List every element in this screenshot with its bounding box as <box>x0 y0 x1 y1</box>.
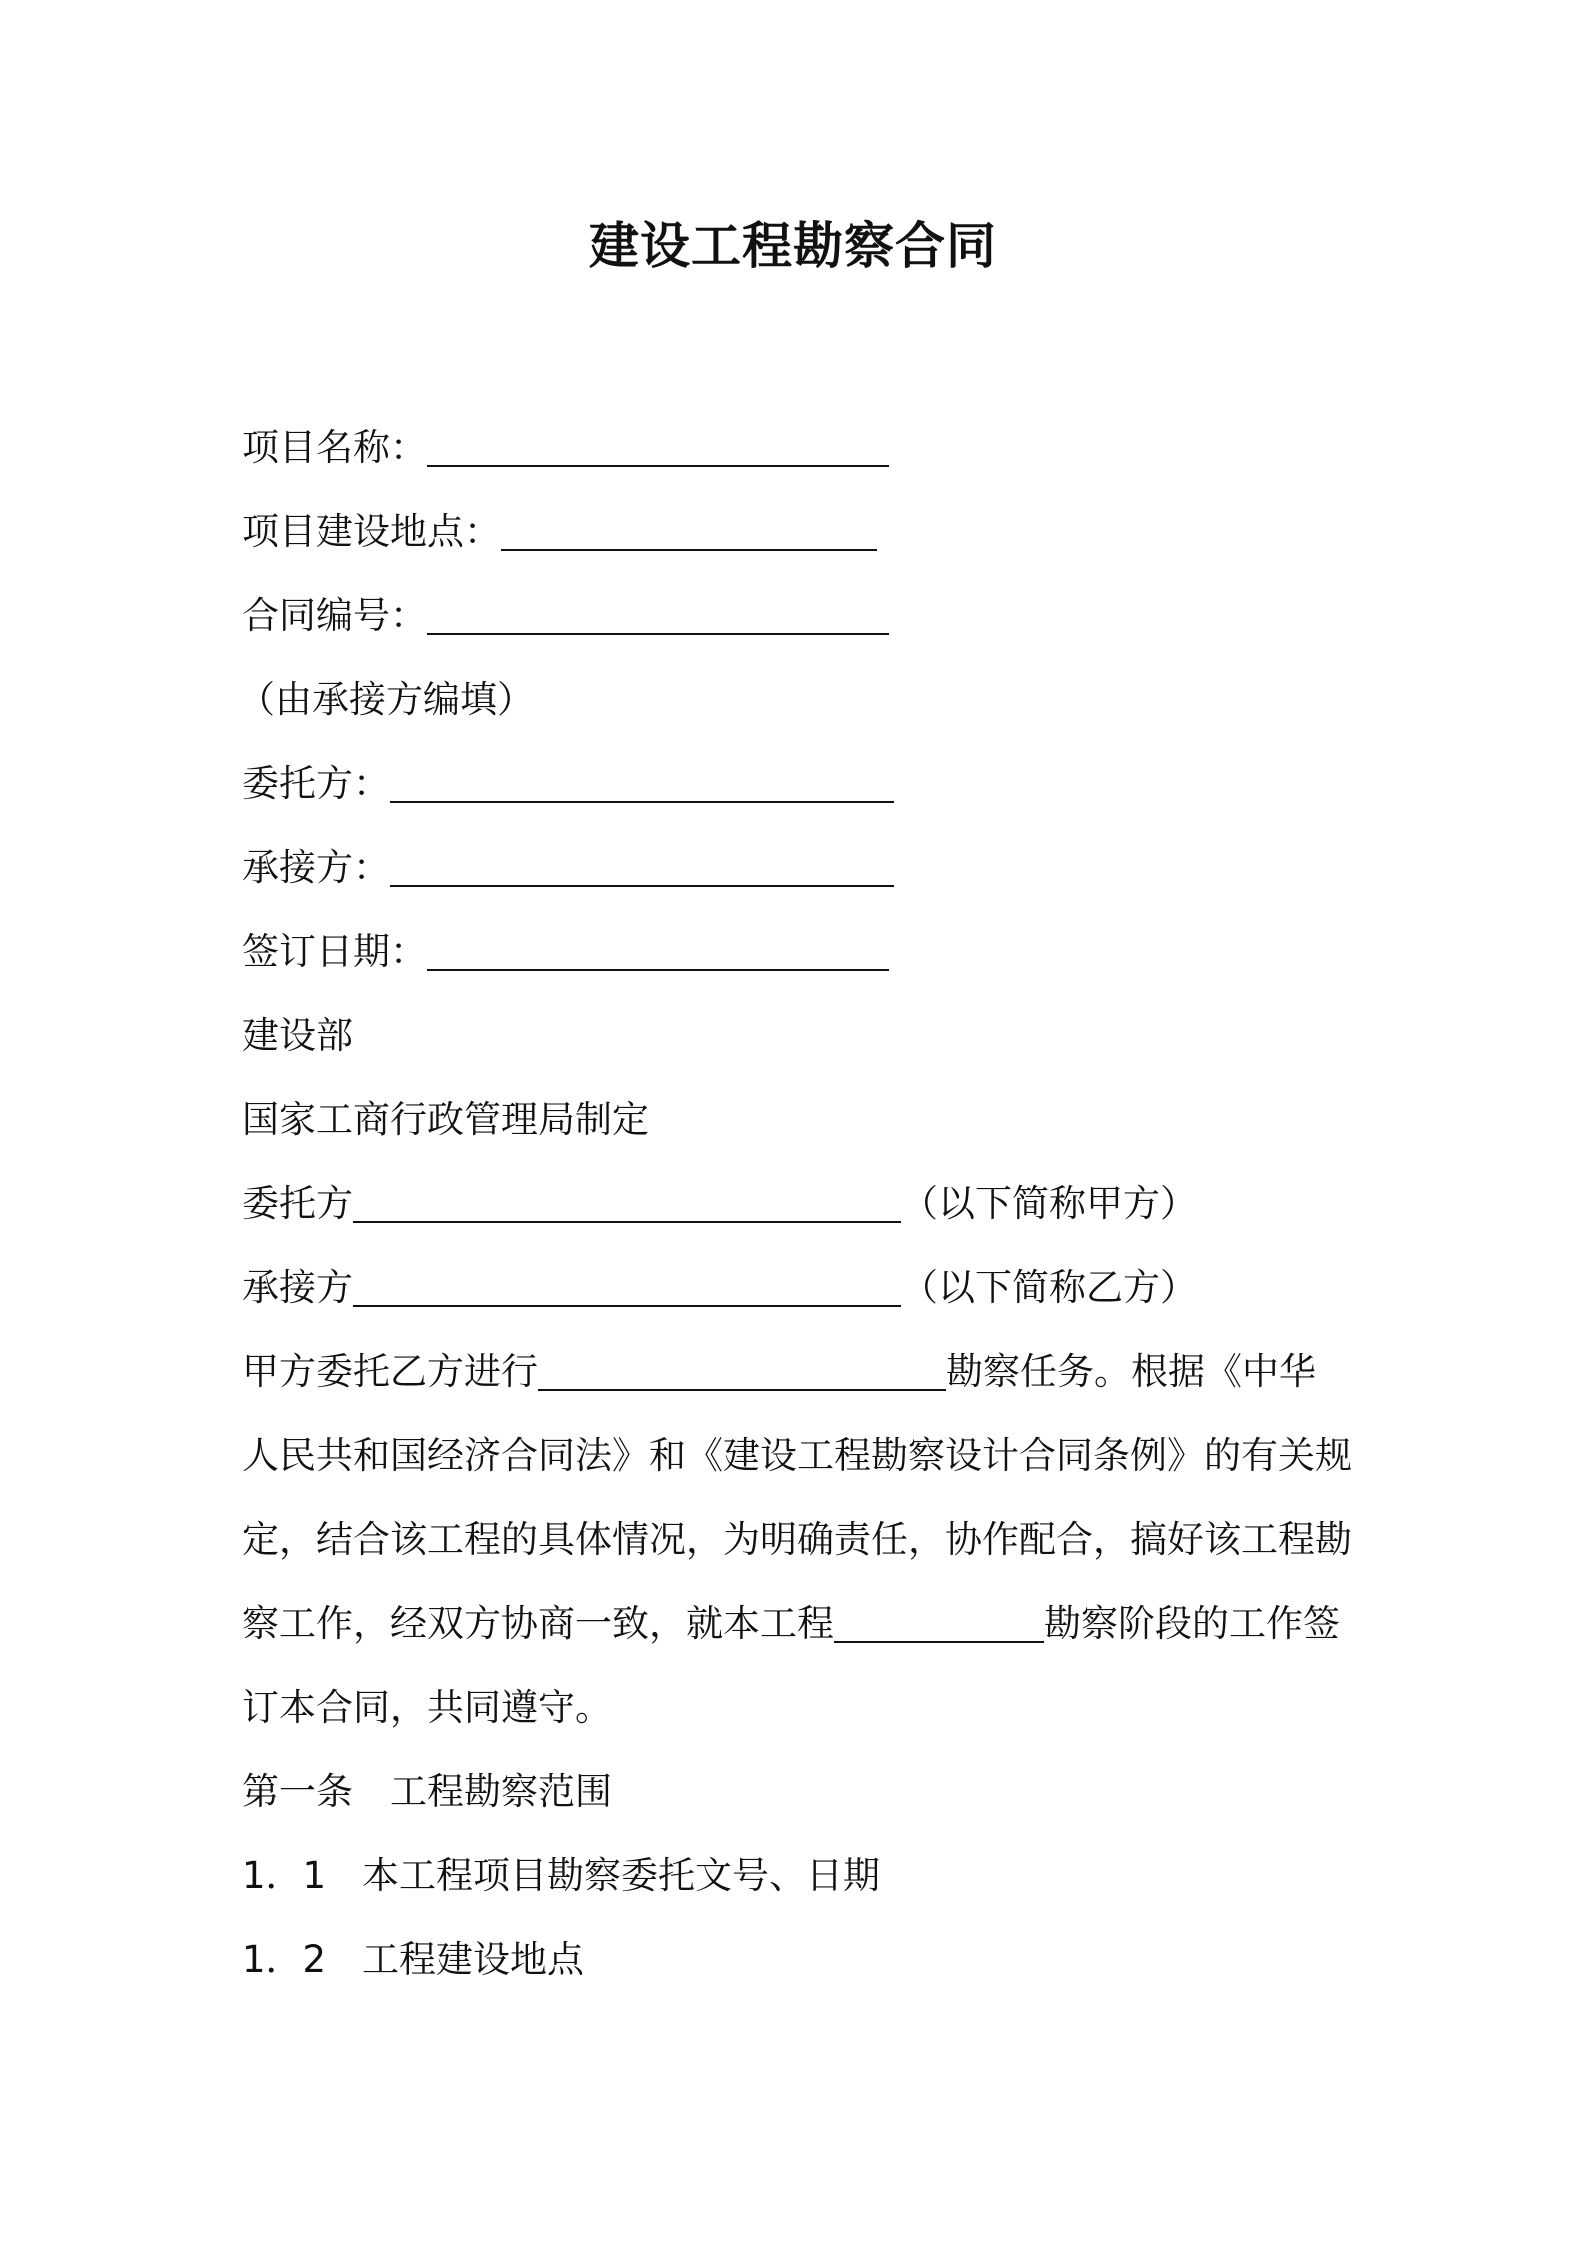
fill-in-blank[interactable] <box>538 1352 946 1391</box>
preamble-line-1 <box>242 1330 1362 1414</box>
fill-in-blank[interactable] <box>834 1604 1044 1643</box>
issuer-ministry: 建设部 <box>242 1014 353 1057</box>
preamble-text: 甲方委托乙方进行 <box>242 1350 538 1393</box>
preamble-text: 勘察任务。根据《中华 <box>946 1350 1316 1393</box>
issuer-administration: 国家工商行政管理局制定 <box>242 1098 649 1141</box>
field-contract-number <box>242 574 1362 658</box>
fill-in-blank[interactable] <box>353 1184 901 1223</box>
clause-1-1 <box>242 1834 1362 1918</box>
party-alias: （以下简称甲方） <box>901 1182 1197 1225</box>
party-line-client <box>242 1162 1362 1246</box>
preamble-text: 勘察阶段的工作签 <box>1044 1602 1340 1645</box>
party-line-contractor <box>242 1246 1362 1330</box>
fill-in-blank[interactable] <box>390 764 894 803</box>
field-signing-date <box>242 910 1362 994</box>
party-alias: （以下简称乙方） <box>901 1266 1197 1309</box>
fill-in-blank[interactable] <box>427 596 889 635</box>
clause-number: 1．2 <box>242 1938 327 1981</box>
field-project-location <box>242 490 1362 574</box>
document-title: 建设工程勘察合同 <box>589 217 997 275</box>
clause-number: 1．1 <box>242 1854 327 1897</box>
clause-text: 工程建设地点 <box>362 1938 584 1981</box>
field-label: 项目建设地点： <box>242 510 501 553</box>
fill-in-blank[interactable] <box>501 512 877 551</box>
field-project-name <box>242 406 1362 490</box>
field-label: 委托方： <box>242 762 390 805</box>
preamble-line-3: 定，结合该工程的具体情况，为明确责任，协作配合，搞好该工程勘 <box>242 1518 1352 1561</box>
fill-in-blank[interactable] <box>427 428 889 467</box>
field-contractor <box>242 826 1362 910</box>
field-label: 合同编号： <box>242 594 427 637</box>
field-label: 承接方： <box>242 846 390 889</box>
article-1-heading: 第一条 工程勘察范围 <box>242 1770 612 1813</box>
contract-number-note: （由承接方编填） <box>238 678 534 721</box>
field-label: 签订日期： <box>242 930 427 973</box>
clause-1-2 <box>242 1918 1362 2002</box>
party-label: 委托方 <box>242 1182 353 1225</box>
clause-text: 本工程项目勘察委托文号、日期 <box>362 1854 880 1897</box>
preamble-line-5: 订本合同，共同遵守。 <box>242 1686 612 1729</box>
field-client <box>242 742 1362 826</box>
field-label: 项目名称： <box>242 426 427 469</box>
party-label: 承接方 <box>242 1266 353 1309</box>
preamble-line-4 <box>242 1582 1362 1666</box>
document-body <box>238 406 1362 2002</box>
fill-in-blank[interactable] <box>390 848 894 887</box>
fill-in-blank[interactable] <box>353 1268 901 1307</box>
preamble-text: 察工作，经双方协商一致，就本工程 <box>242 1602 834 1645</box>
fill-in-blank[interactable] <box>427 932 889 971</box>
preamble-line-2: 人民共和国经济合同法》和《建设工程勘察设计合同条例》的有关规 <box>242 1434 1352 1477</box>
